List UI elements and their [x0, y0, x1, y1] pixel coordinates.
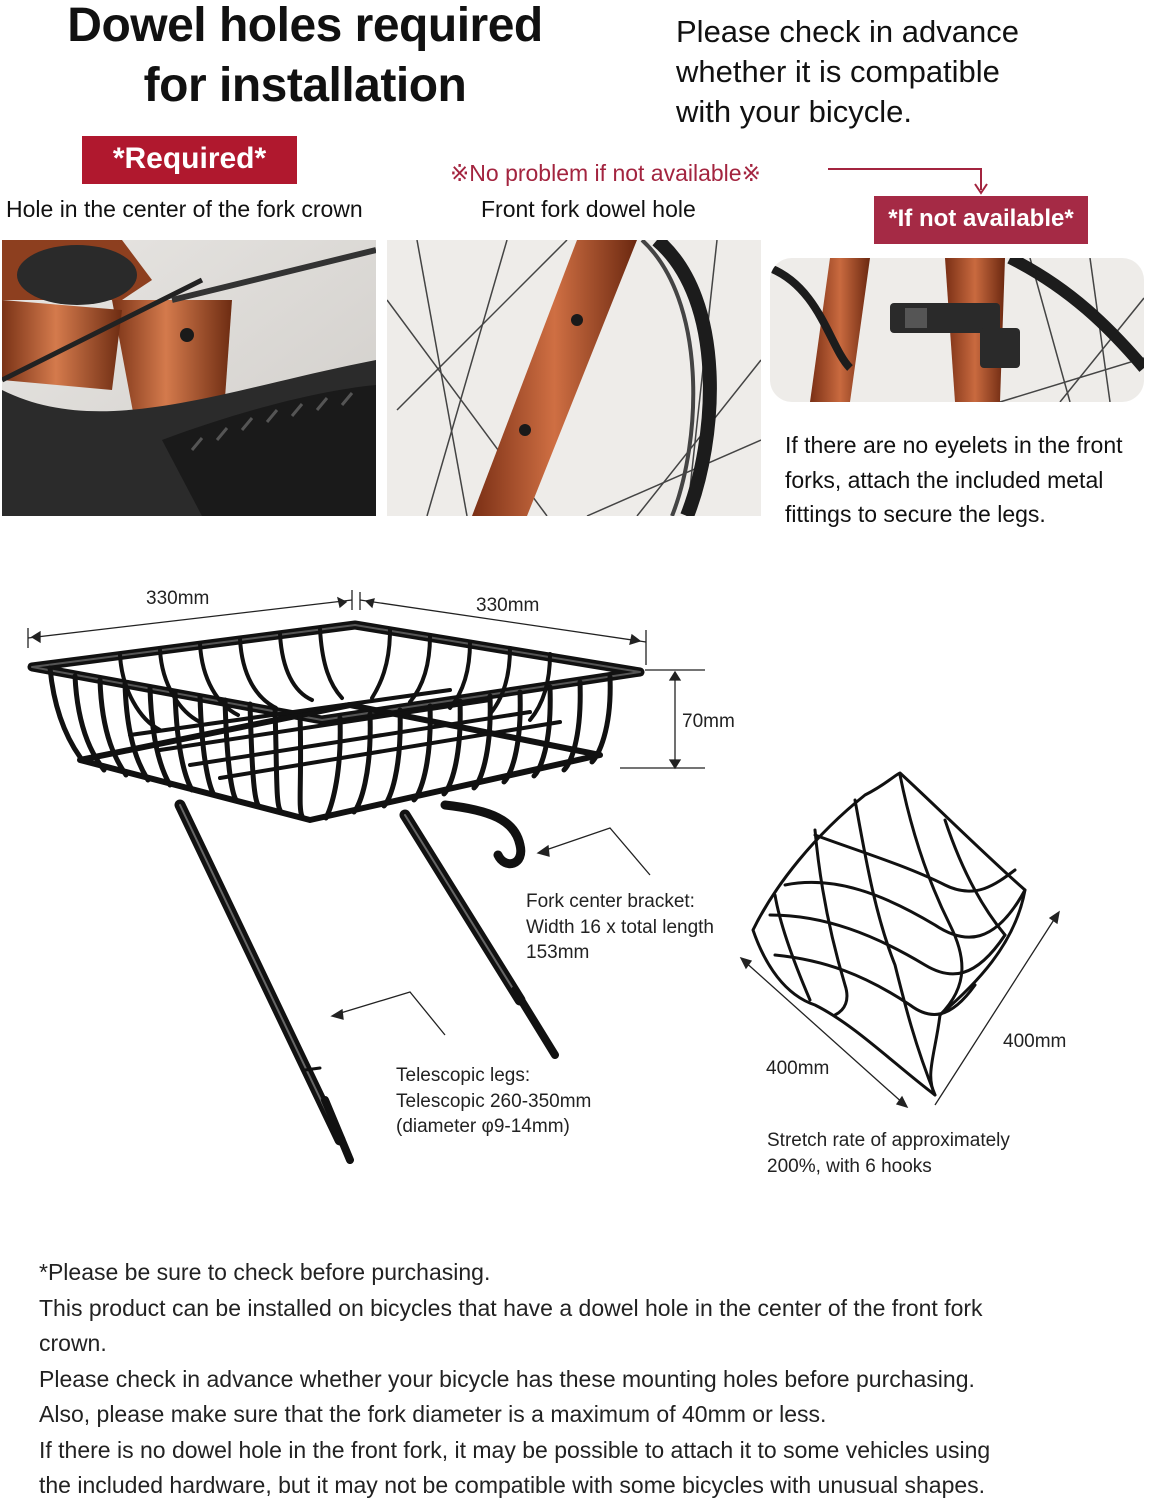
note-line-4: Please check in advance whether your bicycle has these mounting holes before purchasing.	[39, 1365, 975, 1392]
bracket-spec	[526, 889, 714, 966]
net-height-dim: 400mm	[1003, 1031, 1067, 1052]
legs-spec-line-3: (diameter φ9-14mm)	[396, 1116, 570, 1137]
note-line-1: *Please be sure to check before purchasing.	[39, 1259, 491, 1285]
bracket-spec-line-1: Fork center bracket:	[526, 891, 695, 912]
no-eyelets-note	[785, 428, 1155, 532]
no-eyelets-line-1: If there are no eyelets in the front	[785, 432, 1123, 458]
title-line-2: for installation	[143, 59, 467, 112]
net-width-dim: 400mm	[766, 1058, 830, 1079]
title-line-1: Dowel holes required	[67, 0, 543, 52]
net-spec	[767, 1128, 1010, 1179]
no-eyelets-line-3: fittings to secure the legs.	[785, 501, 1046, 527]
basket-illustration	[20, 580, 760, 1180]
purchase-notes	[39, 1255, 1129, 1504]
fork-dowel-hole-photo	[387, 240, 761, 516]
basket-height-dim: 70mm	[682, 711, 735, 732]
compat-line-1: Please check in advance	[676, 14, 1019, 49]
arrow-to-badge-icon	[826, 164, 996, 196]
note-line-2: This product can be installed on bicycles that have a dowel hole in the center of the front fork	[39, 1294, 983, 1321]
legs-spec	[396, 1063, 591, 1140]
fork-crown-photo	[2, 240, 376, 516]
legs-spec-line-1: Telescopic legs:	[396, 1065, 531, 1086]
no-eyelets-line-2: forks, attach the included metal	[785, 466, 1104, 493]
compat-line-2: whether it is compatible	[676, 54, 1000, 89]
note-line-3: crown.	[39, 1330, 107, 1356]
net-spec-line-1: Stretch rate of approximately	[767, 1130, 1010, 1151]
caption-dowel-hole: Front fork dowel hole	[481, 196, 696, 222]
compatibility-note	[676, 12, 1146, 132]
legs-spec-line-2: Telescopic 260-350mm	[396, 1090, 592, 1112]
net-spec-line-2: 200%, with 6 hooks	[767, 1155, 932, 1177]
note-line-7: the included hardware, but it may not be compatible with some bicycles with unusual shapes.	[39, 1472, 986, 1498]
bracket-spec-line-3: 153mm	[526, 942, 590, 963]
note-line-5: Also, please make sure that the fork diameter is a maximum of 40mm or less.	[39, 1401, 827, 1427]
metal-fitting-photo	[770, 258, 1144, 402]
bracket-spec-line-2: Width 16 x total length	[526, 916, 714, 938]
required-badge: *Required*	[82, 136, 297, 184]
if-not-available-badge: *If not available*	[874, 196, 1088, 244]
page-title	[20, 0, 590, 116]
basket-width-dim: 330mm	[146, 588, 210, 609]
caption-fork-crown: Hole in the center of the fork crown	[6, 196, 363, 222]
note-line-6: If there is no dowel hole in the front fork, it may be possible to attach it to some vehicles using	[39, 1436, 991, 1463]
basket-depth-dim: 330mm	[476, 595, 540, 616]
compat-line-3: with your bicycle.	[676, 94, 913, 129]
no-problem-note: ※No problem if not available※	[450, 160, 761, 186]
